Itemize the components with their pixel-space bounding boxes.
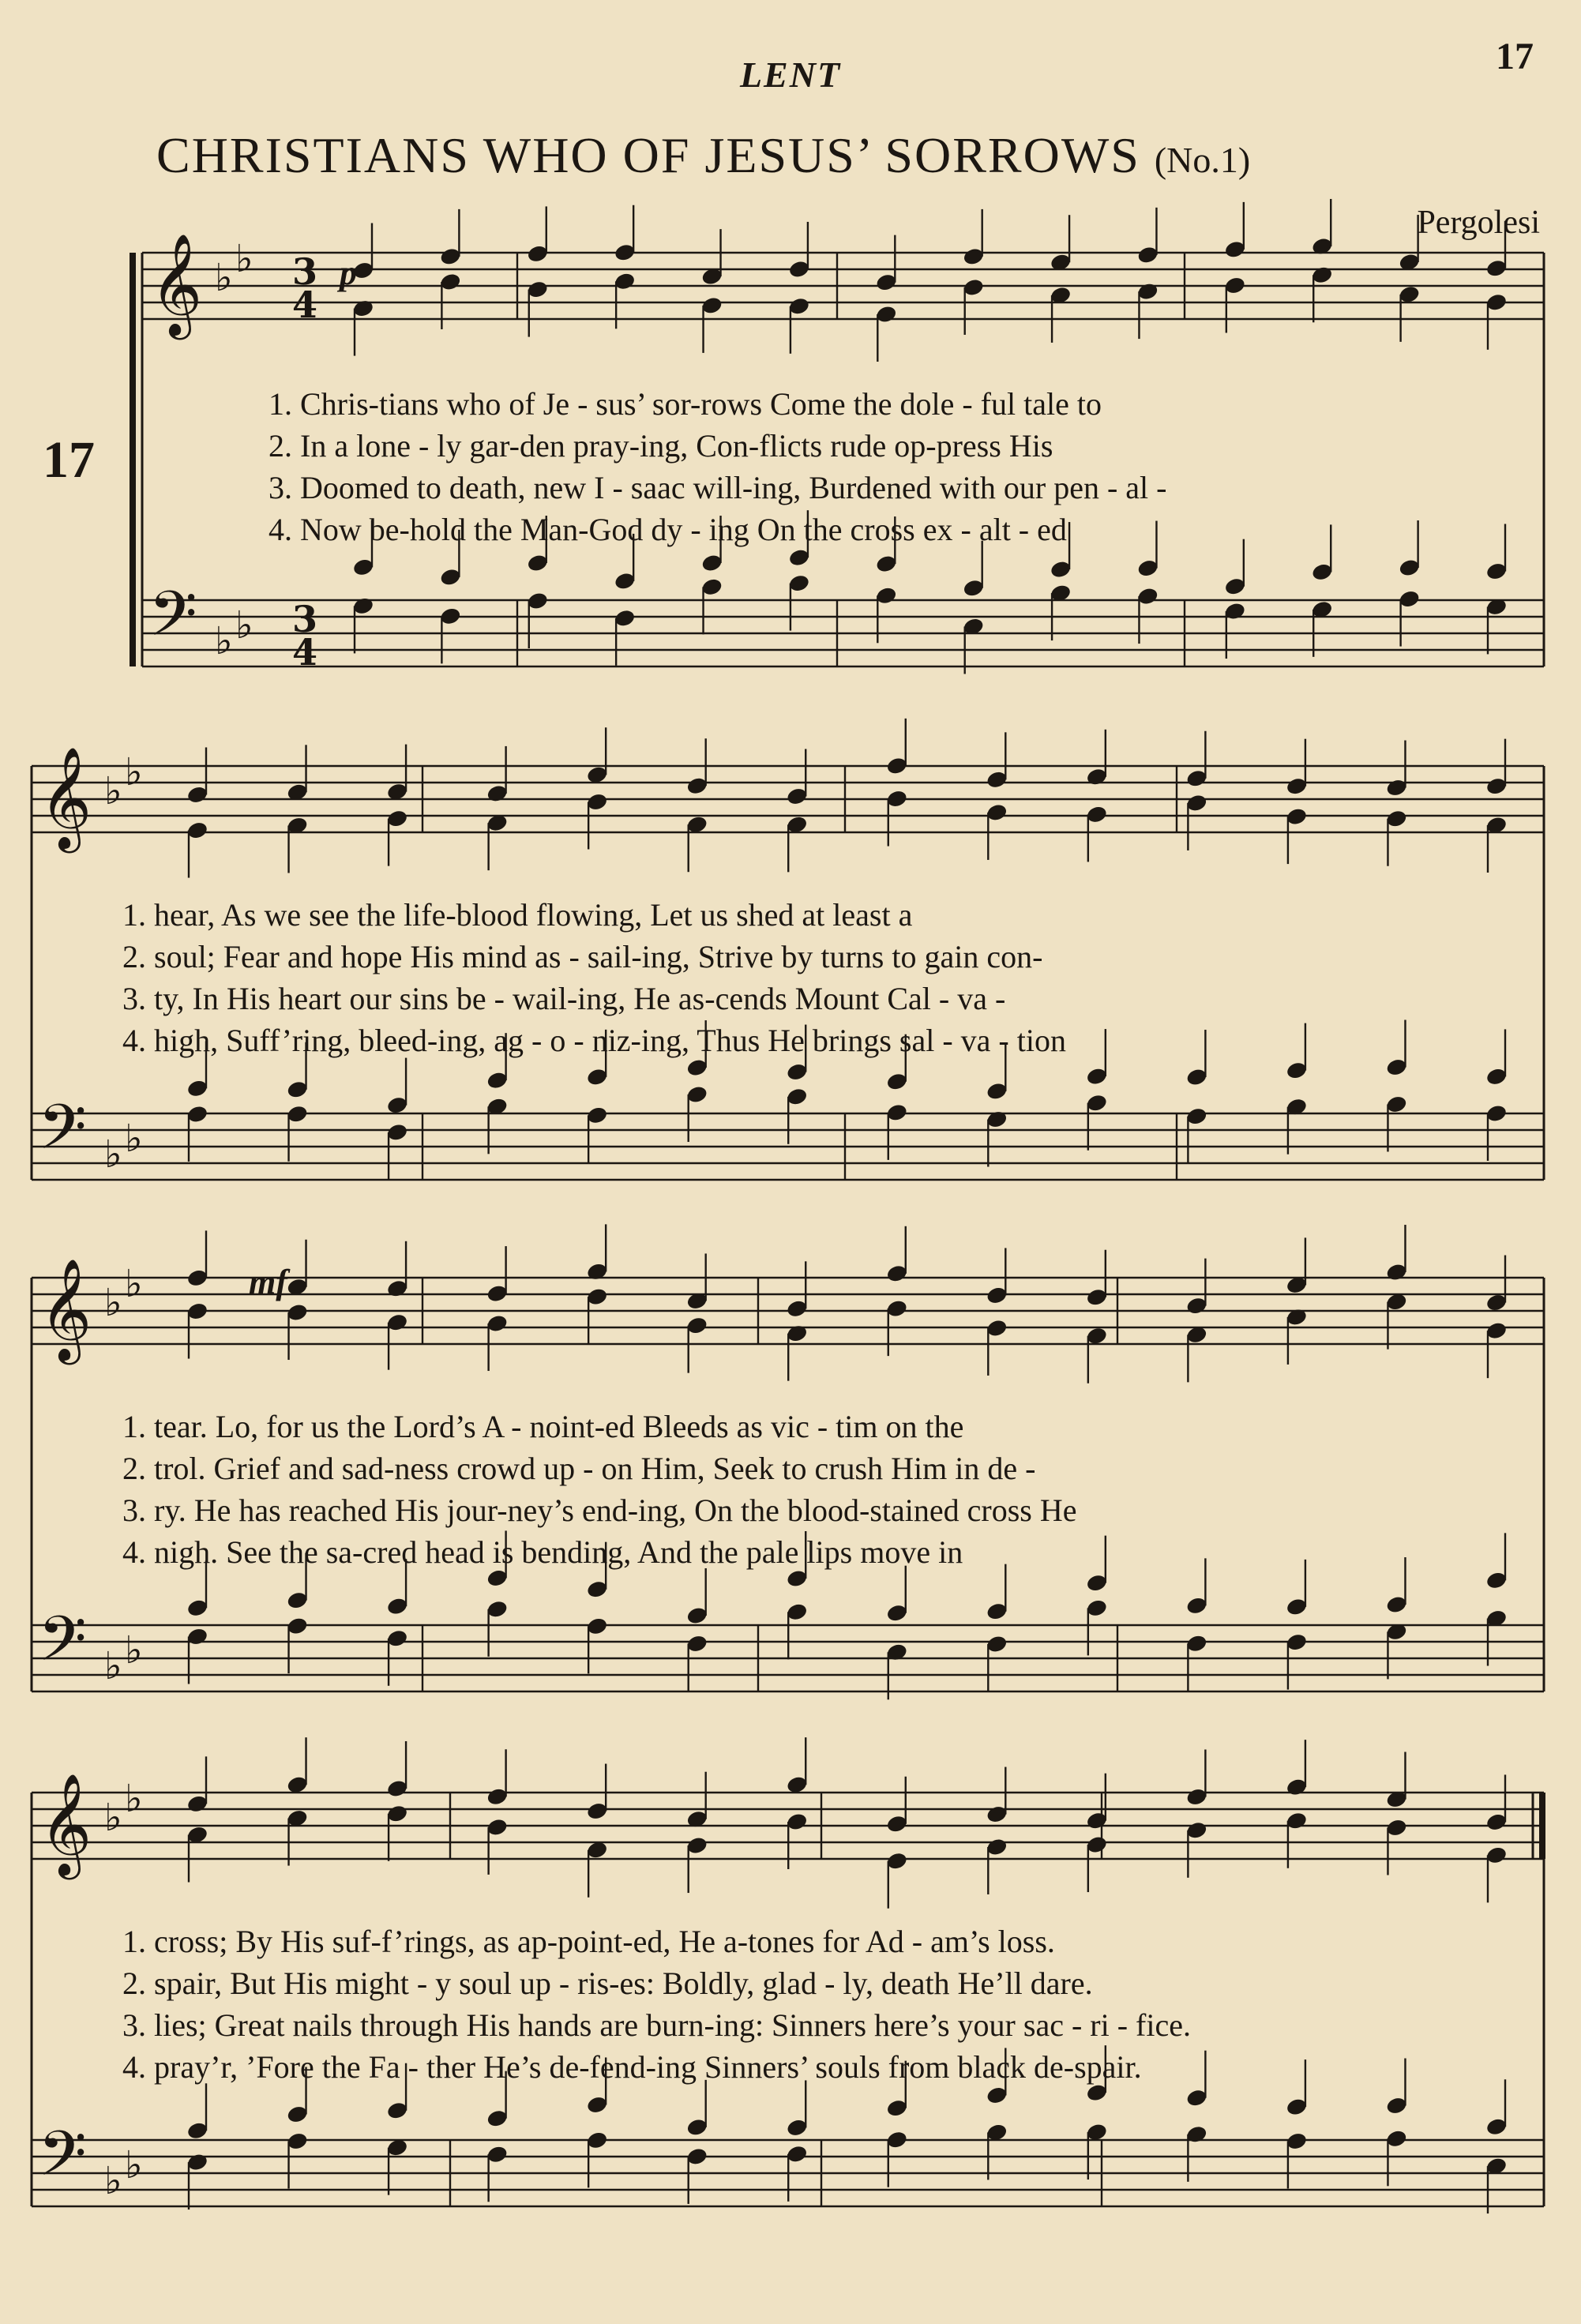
flat-sign-icon: ♭	[125, 1628, 143, 1673]
verse-line: 3. ty, In His heart our sins be - wail-ing, He as-cends Mount Cal - va -	[122, 981, 1006, 1016]
verse-line: 1. Chris-tians who of Je - sus’ sor-rows Come the dole - ful tale to	[269, 386, 1102, 422]
verse-line: 2. spair, But His might - y soul up - ris-es: Boldly, glad - ly, death He’ll dare.	[122, 1965, 1093, 2001]
flat-sign-icon: ♭	[125, 1777, 143, 1821]
flat-sign-icon: ♭	[104, 2159, 122, 2203]
flat-sign-icon: ♭	[104, 1644, 122, 1688]
flat-sign-icon: ♭	[104, 769, 122, 813]
hymn-number: 17	[43, 431, 95, 489]
treble-clef-icon: 𝄞	[39, 1773, 92, 1875]
final-barline-thick	[1539, 1793, 1545, 1859]
time-signature: 3	[292, 598, 318, 640]
treble-clef-icon: 𝄞	[39, 1258, 92, 1361]
time-signature: 4	[292, 631, 318, 674]
flat-sign-icon: ♭	[125, 750, 143, 794]
time-signature: 3	[292, 250, 318, 293]
hymn-title-text: CHRISTIANS WHO OF JESUS’ SORROWS	[156, 127, 1140, 183]
verse-line: 2. trol. Grief and sad-ness crowd up - on Him, Seek to crush Him in de -	[122, 1451, 1036, 1486]
lyrics-block	[122, 1920, 1191, 2088]
verse-line: 3. lies; Great nails through His hands are burn-ing: Sinners here’s your sac - ri - fice.	[122, 2007, 1191, 2043]
flat-sign-icon: ♭	[235, 237, 253, 281]
composer: Pergolesi	[1417, 205, 1540, 241]
hymn-title-number: (No.1)	[1154, 140, 1251, 180]
verse-line: 2. soul; Fear and hope His mind as - sail-ing, Strive by turns to gain con-	[122, 939, 1043, 974]
flat-sign-icon: ♭	[235, 603, 253, 648]
verse-line: 4. nigh. See the sa-cred head is bending, And the pale lips move in	[122, 1534, 963, 1570]
dynamic-marking: mf	[249, 1263, 287, 1301]
flat-sign-icon: ♭	[215, 619, 233, 663]
verse-line: 1. hear, As we see the life-blood flowing, Let us shed at least a	[122, 897, 913, 933]
treble-clef-icon: 𝄞	[39, 746, 92, 849]
flat-sign-icon: ♭	[125, 2143, 143, 2187]
verse-line: 3. ry. He has reached His jour-ney’s end-ing, On the blood-stained cross He	[122, 1492, 1077, 1528]
time-signature: 4	[292, 283, 318, 326]
page-number: 17	[1496, 36, 1534, 77]
verse-line: 4. pray’r, ’Fore the Fa - ther He’s de-fend-ing Sinners’ souls from black de-spair.	[122, 2049, 1142, 2085]
dynamic-marking: p	[340, 253, 357, 292]
flat-sign-icon: ♭	[104, 1796, 122, 1840]
verse-line: 2. In a lone - ly gar-den pray-ing, Con-flicts rude op-press His	[269, 428, 1053, 464]
bass-clef-icon: 𝄢	[148, 577, 197, 666]
bass-clef-icon: 𝄢	[38, 1091, 87, 1179]
flat-sign-icon: ♭	[125, 1262, 143, 1306]
section-heading: LENT	[739, 54, 842, 95]
flat-sign-icon: ♭	[125, 1117, 143, 1161]
verse-line: 4. high, Suff’ring, bleed-ing, ag - o - niz-ing, Thus He brings sal - va - tion	[122, 1023, 1066, 1058]
verse-line: 3. Doomed to death, new I - saac will-ing, Burdened with our pen - al -	[269, 470, 1167, 505]
verse-line: 4. Now be-hold the Man-God dy - ing On the cross ex - alt - ed	[269, 512, 1067, 547]
flat-sign-icon: ♭	[104, 1132, 122, 1177]
flat-sign-icon: ♭	[215, 256, 233, 300]
treble-clef-icon: 𝄞	[150, 233, 203, 336]
bass-clef-icon: 𝄢	[38, 1602, 87, 1691]
bass-clef-icon: 𝄢	[38, 2117, 87, 2206]
verse-line: 1. cross; By His suf-f’rings, as ap-point-ed, He a-tones for Ad - am’s loss.	[122, 1924, 1055, 1959]
verse-line: 1. tear. Lo, for us the Lord’s A - noint-ed Bleeds as vic - tim on the	[122, 1409, 964, 1444]
treble-notes	[186, 1737, 1508, 1909]
flat-sign-icon: ♭	[104, 1281, 122, 1325]
